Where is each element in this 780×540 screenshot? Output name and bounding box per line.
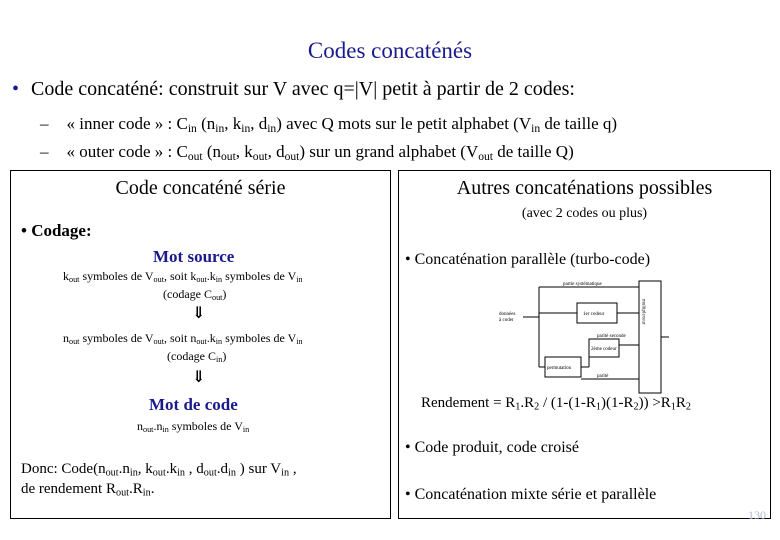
- turbo-code-diagram: [497, 279, 669, 397]
- resulting-code-line: Donc: $Code(n_{out}.n_{in}$, $k_{out}.k_{in}$ , $d_{out}.d_{in}$ ) sur $V_{in}$ ,: [21, 461, 297, 479]
- other-concatenations-box: [398, 170, 771, 519]
- dash: –: [40, 142, 49, 161]
- permutation-label: permutation: [547, 366, 572, 371]
- other-subheading: (avec 2 codes ou plus): [521, 206, 648, 221]
- down-arrow-icon: ⇓: [192, 369, 206, 386]
- multiplexer-box: [639, 281, 661, 393]
- other-heading: Autres concaténations possibles: [456, 177, 713, 199]
- partie-systematique-label: partie systématique: [563, 282, 602, 287]
- serial-concatenation-box: [10, 170, 391, 519]
- donnees-label: données: [499, 312, 516, 317]
- bullet-dot: •: [12, 78, 20, 100]
- inner-code-line: – « inner code » : $C_{in}$ ($n_{in}$, $k_{in}$, $d_{in}$) avec Q mots sur le petit alphabet ($V_{in}$ de taille q): [40, 114, 618, 135]
- parite2-label: parité: [597, 374, 609, 379]
- intermediate-symbols-line: $n_{out}$ symboles de $V_{out}$, soit $n_{out}.k_{in}$ symboles de $V_{in}$: [63, 331, 303, 347]
- source-symbols-line: $k_{out}$ symboles de $V_{out}$, soit $k_{out}.k_{in}$ symboles de $V_{in}$: [63, 269, 303, 285]
- mot-source-label: Mot source: [153, 247, 235, 266]
- code-rate-line: de rendement $R_{out}.R_{in}$.: [21, 481, 155, 499]
- product-code-bullet: • Code produit, code croisé: [405, 439, 579, 456]
- mux-label: multiplexeur: [640, 299, 646, 325]
- serial-heading: Code concaténé série: [115, 177, 286, 199]
- page-number: 130: [748, 508, 766, 522]
- down-arrow-icon: ⇓: [192, 305, 206, 322]
- parallel-rate-formula: Rendement = $R_1.R_2 / (1-(1-R_1)(1-R_2)) >R_1R_2$: [421, 395, 691, 413]
- dash: –: [40, 114, 49, 133]
- codage-in-label: (codage $C_{in}$): [167, 349, 227, 365]
- intro-text: Code concaténé: construit sur V avec q=|V| petit à partir de 2 codes:: [31, 78, 575, 100]
- mixed-concat-bullet: • Concaténation mixte série et parallèle: [405, 486, 657, 503]
- codage-label: • Codage:: [21, 221, 92, 240]
- parite1-label: parité seconde: [597, 334, 626, 339]
- codage-out-label: (codage $C_{out}$): [163, 287, 227, 303]
- intro-bullet: [12, 78, 575, 101]
- outer-code-line: – « outer code » : $C_{out}$ ($n_{out}$, $k_{out}$, $d_{out}$) sur un grand alphabet ($V_{out}$ de taille Q): [40, 142, 574, 163]
- mot-de-code-label: Mot de code: [149, 395, 238, 414]
- slide-title: Codes concaténés: [307, 38, 473, 63]
- codeword-symbols-line: $n_{out}.n_{in}$ symboles de $V_{in}$: [137, 419, 250, 435]
- parallel-concat-bullet: • Concaténation parallèle (turbo-code): [405, 251, 651, 268]
- a-coder-label: à coder: [499, 318, 514, 323]
- coder1-label: 1er codeur: [583, 312, 605, 317]
- coder2-label: 2ème codeur: [591, 347, 617, 352]
